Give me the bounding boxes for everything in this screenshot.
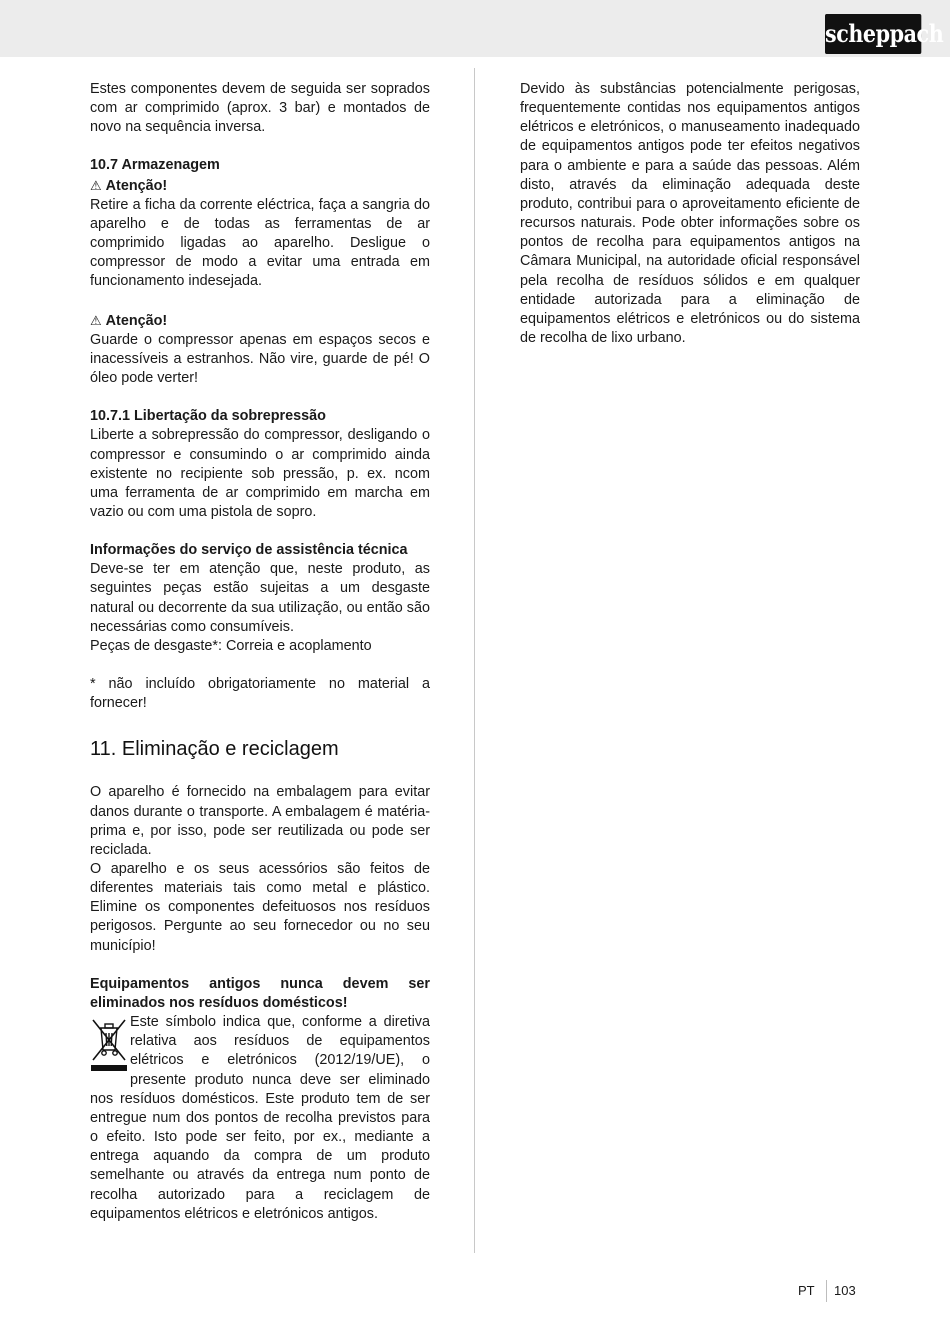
service-heading: Informações do serviço de assistência técnica [90, 542, 408, 559]
section-11-title: 11. Eliminação e reciclagem [90, 738, 339, 761]
brand-logo: scheppach [825, 14, 921, 54]
language-label: PT [798, 1283, 815, 1298]
header-bar [0, 0, 950, 57]
crossed-out-wheeled-bin-icon [90, 1016, 128, 1074]
storage-heading: 10.7 Armazenagem [90, 157, 220, 174]
warning-2-label: Atenção! [105, 312, 168, 329]
weee-paragraph: Este símbolo indica que, conforme a diretiva relativa aos resíduos de equipamentos elétricos e eletrónicos (2012/19/UE), o presente produto nunca deve ser eliminado nos resíduos domésticos. Este produto tem de ser entregue num dos pontos de recolha previstos para o efeito. Isto pode ser feito, por ex., mediante a entrega aquando da compra de um produto semelhante ou através da entrega num ponto de recolha autorizado para a reciclagem de equipamentos elétricos e eletrónicos antigos. [90, 1014, 430, 1222]
intro-paragraph: Estes componentes devem de seguida ser soprados com ar comprimido (aprox. 3 bar) e montados de novo na sequência inversa. [90, 81, 430, 136]
release-paragraph: Liberte a sobrepressão do compressor, desligando o compressor e consumindo o ar comprimido ainda existente no recipiente sob pressão, p. ex. ncom uma ferramenta de ar comprimido em marcha em vazio ou com uma pistola de sopro. [90, 427, 430, 520]
footer-divider [826, 1280, 827, 1302]
wear-parts-line: Peças de desgaste*: Correia e acoplamento [90, 637, 372, 654]
hazard-paragraph: Devido às substâncias potencialmente perigosas, frequentemente contidas nos equipamentos antigos elétricos e eletrónicos, o manuseamento inadequado de equipamentos antigos pode ter efeitos negativos para o ambiente e para a saúde das pessoas. Além disto, através da eliminação adequada deste produto, contribui para o aproveitamento eficiente de recursos naturais. Pode obter informações sobre os pontos de recolha para equipamentos antigos na Câmara Municipal, na autoridade oficial responsável pela recolha de resíduos sólidos e em qualquer entidade autorizada para a eliminação de equipamentos elétricos e eletrónicos ou do sistema de recolha de lixo urbano. [520, 81, 860, 347]
materials-paragraph: O aparelho e os seus acessórios são feitos de diferentes materiais tais como metal e plástico. Elimine os componentes defeituosos nos resíduos perigosos. Pergunte ao seu fornecedor ou no seu município! [90, 861, 430, 954]
release-heading: 10.7.1 Libertação da sobrepressão [90, 408, 326, 425]
warning-1-text: Retire a ficha da corrente eléctrica, faça a sangria do aparelho e de todas as ferramentas de ar comprimido ligadas ao aparelho. Desligue o compressor de modo a evitar uma entrada em funcionamento indesejada. [90, 196, 430, 290]
left-column [90, 80, 430, 1224]
warning-2-label-line [90, 311, 430, 331]
service-paragraph: Deve-se ter em atenção que, neste produto, as seguintes peças estão sujeitas a um desgaste natural ou decorrente da sua utilização, ou então são necessárias como consumíveis. [90, 561, 430, 635]
warning-1-label: Atenção! [105, 177, 168, 194]
page-number: 103 [834, 1283, 856, 1298]
warning-1-label-line [90, 176, 430, 196]
footnote: * não incluído obrigatoriamente no material a fornecer! [90, 676, 430, 712]
warning-2-text: Guarde o compressor apenas em espaços secos e inacessíveis a estranhos. Não vire, guarde de pé! O óleo pode verter! [90, 331, 430, 387]
packaging-paragraph: O aparelho é fornecido na embalagem para evitar danos durante o transporte. A embalagem é matéria-prima e, por isso, pode ser reutilizada ou pode ser reciclada. [90, 784, 430, 858]
warning-icon: ⚠ [90, 177, 102, 193]
column-divider [474, 68, 475, 1253]
right-column [520, 80, 860, 348]
household-warning-heading: Equipamentos antigos nunca devem ser eliminados nos resíduos domésticos! [90, 975, 430, 1011]
weee-block [90, 1013, 430, 1224]
warning-icon: ⚠ [90, 312, 102, 328]
